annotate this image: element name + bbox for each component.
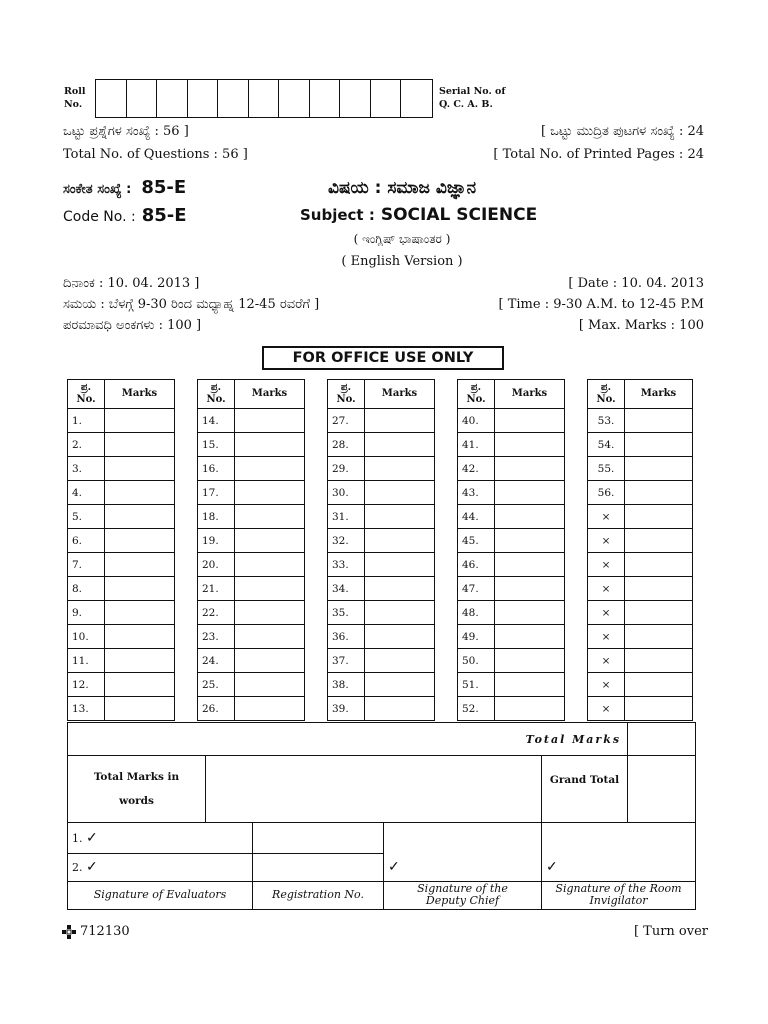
qno-header-kannada: ಪ್ರ. [80, 382, 92, 393]
column-gap [565, 457, 588, 481]
column-gap [305, 433, 328, 457]
marks-field[interactable] [625, 601, 693, 625]
questions-english: Total No. of Questions : 56 ] [63, 147, 248, 162]
questions-kannada: ಒಟ್ಟು ಪ್ರಶ್ನೆಗಳ ಸಂಖ್ಯೆ : 56 ] [63, 124, 189, 139]
roll-number-boxes [95, 79, 433, 118]
marks-field[interactable] [105, 553, 175, 577]
column-gap [565, 697, 588, 721]
question-number: 9. [68, 601, 105, 625]
question-number: 1. [68, 409, 105, 433]
code-english [63, 205, 187, 226]
marks-field[interactable] [365, 577, 435, 601]
column-gap [305, 529, 328, 553]
roll-label-line2: No. [64, 99, 83, 110]
column-gap [565, 601, 588, 625]
totals-table [67, 722, 696, 823]
marks-field[interactable] [365, 505, 435, 529]
question-number: 13. [68, 697, 105, 721]
question-number: 5. [68, 505, 105, 529]
date-kannada: ದಿನಾಂಕ : 10. 04. 2013 ] [63, 276, 200, 291]
check-icon: ✓ [388, 858, 400, 875]
question-number: 18. [198, 505, 235, 529]
question-number: 17. [198, 481, 235, 505]
marks-field[interactable] [235, 457, 305, 481]
marks-field[interactable] [105, 505, 175, 529]
qno-header [588, 380, 625, 409]
column-gap [175, 553, 198, 577]
question-number: × [588, 601, 625, 625]
column-gap [565, 553, 588, 577]
marks-field[interactable] [365, 409, 435, 433]
marks-field[interactable] [235, 409, 305, 433]
column-gap [435, 673, 458, 697]
question-number: × [588, 673, 625, 697]
total-words-line2: words [119, 795, 154, 807]
column-gap [305, 457, 328, 481]
marks-field[interactable] [495, 577, 565, 601]
subject-english-value: SOCIAL SCIENCE [380, 205, 538, 225]
roll-digit-box[interactable] [249, 80, 280, 117]
question-number: 50. [458, 649, 495, 673]
marks-field[interactable] [495, 601, 565, 625]
serial-no-label [439, 85, 505, 111]
marks-english: [ Max. Marks : 100 [578, 318, 704, 333]
marks-field[interactable] [625, 409, 693, 433]
column-gap [565, 433, 588, 457]
roll-digit-box[interactable] [218, 80, 249, 117]
footer-code [62, 924, 130, 939]
question-number: 38. [328, 673, 365, 697]
question-number: × [588, 529, 625, 553]
roll-digit-box[interactable] [371, 80, 402, 117]
subject-kannada: ವಿಷಯ : ಸಮಾಜ ವಿಜ್ಞಾನ [328, 178, 477, 198]
question-number: 29. [328, 457, 365, 481]
qno-header-english: No. [76, 394, 96, 405]
column-gap [305, 601, 328, 625]
registration-1-cell[interactable] [253, 823, 384, 853]
marks-header: Marks [365, 380, 435, 409]
marks-field[interactable] [625, 505, 693, 529]
column-gap [305, 625, 328, 649]
pages-kannada: [ ಒಟ್ಟು ಮುದ್ರಿತ ಪುಟಗಳ ಸಂಖ್ಯೆ : 24 [540, 124, 704, 139]
evaluator-1-cell[interactable] [68, 823, 253, 853]
marks-field[interactable] [235, 577, 305, 601]
code-english-value: 85-E [141, 205, 187, 226]
roll-digit-box[interactable] [401, 80, 432, 117]
marks-kannada: ಪರಮಾವಧಿ ಅಂಕಗಳು : 100 ] [63, 318, 202, 333]
marks-field[interactable] [625, 457, 693, 481]
marks-field[interactable] [625, 433, 693, 457]
marks-field[interactable] [495, 529, 565, 553]
column-gap [175, 481, 198, 505]
total-words-line1: Total Marks in [93, 771, 180, 783]
question-number: 47. [458, 577, 495, 601]
column-gap [305, 697, 328, 721]
evaluator-1-label: 1. [72, 831, 83, 845]
evaluators-signature-label: Signature of Evaluators [68, 881, 253, 909]
room-invigilator-label [542, 881, 696, 909]
marks-field[interactable] [625, 529, 693, 553]
question-number: 24. [198, 649, 235, 673]
roll-digit-box[interactable] [188, 80, 219, 117]
column-gap [175, 673, 198, 697]
column-gap [175, 380, 198, 409]
column-gap [565, 380, 588, 409]
total-marks-field[interactable] [628, 723, 696, 756]
roll-digit-box[interactable] [157, 80, 188, 117]
marks-field[interactable] [365, 601, 435, 625]
column-gap [305, 380, 328, 409]
marks-field[interactable] [105, 625, 175, 649]
column-gap [435, 577, 458, 601]
deputy-chief-line1: Signature of the [417, 882, 508, 895]
marks-field[interactable] [105, 673, 175, 697]
column-gap [175, 433, 198, 457]
check-icon: ✓ [86, 859, 98, 875]
table-row [68, 481, 693, 505]
code-english-label: Code No. : [63, 209, 136, 225]
question-number: 23. [198, 625, 235, 649]
marks-field[interactable] [365, 529, 435, 553]
question-number: 33. [328, 553, 365, 577]
question-number: 51. [458, 673, 495, 697]
marks-field[interactable] [495, 553, 565, 577]
marks-field[interactable] [365, 697, 435, 721]
qno-header [458, 380, 495, 409]
check-icon: ✓ [86, 829, 98, 846]
question-number: 3. [68, 457, 105, 481]
column-gap [435, 457, 458, 481]
question-number: 43. [458, 481, 495, 505]
column-gap [435, 433, 458, 457]
question-number: 53. [588, 409, 625, 433]
question-number: 35. [328, 601, 365, 625]
footer-code-text: 712130 [80, 924, 130, 939]
question-number: 42. [458, 457, 495, 481]
marks-field[interactable] [235, 481, 305, 505]
question-number: 11. [68, 649, 105, 673]
marks-field[interactable] [105, 433, 175, 457]
column-gap [305, 553, 328, 577]
total-marks-in-words-field[interactable] [206, 756, 542, 823]
marks-field[interactable] [365, 553, 435, 577]
question-number: 27. [328, 409, 365, 433]
marks-field[interactable] [105, 457, 175, 481]
serial-label-line2: Q. C. A. B. [439, 99, 493, 110]
question-number: 12. [68, 673, 105, 697]
column-gap [435, 553, 458, 577]
deputy-chief-label [384, 881, 542, 909]
grand-total-label: Grand Total [542, 756, 628, 823]
qno-header-english: No. [206, 394, 226, 405]
marks-field[interactable] [105, 601, 175, 625]
marks-field[interactable] [235, 697, 305, 721]
marks-field[interactable] [625, 577, 693, 601]
marks-field[interactable] [235, 625, 305, 649]
roll-label-line1: Roll [64, 86, 86, 97]
column-gap [175, 577, 198, 601]
question-number: 49. [458, 625, 495, 649]
question-number: 30. [328, 481, 365, 505]
marks-header: Marks [495, 380, 565, 409]
marks-field[interactable] [235, 649, 305, 673]
question-number: × [588, 553, 625, 577]
table-row [68, 529, 693, 553]
question-number: 19. [198, 529, 235, 553]
table-row [68, 409, 693, 433]
column-gap [565, 673, 588, 697]
column-gap [305, 481, 328, 505]
roll-digit-box[interactable] [310, 80, 341, 117]
table-row [68, 457, 693, 481]
marks-field[interactable] [495, 409, 565, 433]
question-number: 54. [588, 433, 625, 457]
table-row [68, 577, 693, 601]
question-number: 41. [458, 433, 495, 457]
deputy-chief-signature-cell[interactable] [384, 823, 542, 881]
question-number: 26. [198, 697, 235, 721]
marks-field[interactable] [495, 697, 565, 721]
column-gap [565, 625, 588, 649]
column-gap [305, 409, 328, 433]
question-number: 10. [68, 625, 105, 649]
roll-digit-box[interactable] [96, 80, 127, 117]
column-gap [175, 457, 198, 481]
marks-field[interactable] [365, 649, 435, 673]
marks-table [67, 379, 693, 721]
column-gap [305, 505, 328, 529]
marks-field[interactable] [235, 433, 305, 457]
column-gap [565, 505, 588, 529]
question-number: 21. [198, 577, 235, 601]
marks-field[interactable] [105, 649, 175, 673]
column-gap [565, 529, 588, 553]
marks-field[interactable] [105, 697, 175, 721]
marks-field[interactable] [105, 409, 175, 433]
question-number: 40. [458, 409, 495, 433]
question-number: 2. [68, 433, 105, 457]
version-english: ( English Version ) [341, 254, 463, 269]
marks-field[interactable] [235, 505, 305, 529]
marks-field[interactable] [625, 697, 693, 721]
room-invigilator-signature-cell[interactable] [542, 823, 696, 881]
grand-total-field[interactable] [628, 756, 696, 823]
registration-2-cell[interactable] [253, 853, 384, 881]
question-number: × [588, 505, 625, 529]
table-row [68, 625, 693, 649]
question-number: 31. [328, 505, 365, 529]
marks-field[interactable] [625, 625, 693, 649]
question-number: × [588, 625, 625, 649]
marks-field[interactable] [365, 457, 435, 481]
total-marks-in-words-label [68, 756, 206, 823]
time-english: [ Time : 9-30 A.M. to 12-45 P.M [498, 297, 704, 312]
qno-header-english: No. [336, 394, 356, 405]
column-gap [175, 505, 198, 529]
roll-digit-box[interactable] [340, 80, 371, 117]
qno-header [328, 380, 365, 409]
question-number: × [588, 577, 625, 601]
subject-english [300, 205, 537, 225]
marks-field[interactable] [495, 481, 565, 505]
table-row [68, 649, 693, 673]
marks-field[interactable] [235, 553, 305, 577]
question-number: 39. [328, 697, 365, 721]
marks-field[interactable] [235, 529, 305, 553]
column-gap [175, 601, 198, 625]
marks-field[interactable] [625, 481, 693, 505]
column-gap [435, 409, 458, 433]
marks-field[interactable] [625, 673, 693, 697]
question-number: 46. [458, 553, 495, 577]
question-number: 37. [328, 649, 365, 673]
column-gap [435, 529, 458, 553]
question-number: 45. [458, 529, 495, 553]
version-kannada: ( ಇಂಗ್ಲಿಷ್ ಭಾಷಾಂತರ ) [353, 232, 451, 246]
question-number: 22. [198, 601, 235, 625]
time-kannada: ಸಮಯ : ಬೆಳಗ್ಗೆ 9-30 ರಿಂದ ಮಧ್ಯಾಹ್ನ 12-45 ರವರೆಗೆ ] [63, 297, 320, 312]
marks-field[interactable] [495, 457, 565, 481]
pages-english: [ Total No. of Printed Pages : 24 [493, 147, 704, 162]
question-number: 6. [68, 529, 105, 553]
column-gap [435, 625, 458, 649]
qno-header-kannada: ಪ್ರ. [340, 382, 352, 393]
question-number: × [588, 697, 625, 721]
qno-header-kannada: ಪ್ರ. [600, 382, 612, 393]
question-number: 4. [68, 481, 105, 505]
table-row [68, 433, 693, 457]
marks-table-body [68, 380, 693, 721]
total-marks-label: Total Marks [68, 723, 628, 756]
marks-field[interactable] [365, 673, 435, 697]
question-number: 34. [328, 577, 365, 601]
column-gap [435, 505, 458, 529]
question-number: × [588, 649, 625, 673]
room-invigilator-line1: Signature of the Room [555, 882, 682, 895]
subject-english-label: Subject : [300, 206, 375, 224]
crosshair-mark-icon [62, 925, 76, 939]
table-row [68, 553, 693, 577]
column-gap [175, 409, 198, 433]
qno-header-english: No. [596, 394, 616, 405]
qno-header-english: No. [466, 394, 486, 405]
question-number: 14. [198, 409, 235, 433]
column-gap [565, 409, 588, 433]
question-number: 16. [198, 457, 235, 481]
registration-label: Registration No. [253, 881, 384, 909]
qno-header-kannada: ಪ್ರ. [210, 382, 222, 393]
code-kannada-value: 85-E [141, 177, 187, 198]
column-gap [435, 481, 458, 505]
column-gap [435, 380, 458, 409]
question-number: 7. [68, 553, 105, 577]
totals-and-signatures [67, 722, 695, 910]
qno-header-kannada: ಪ್ರ. [470, 382, 482, 393]
marks-field[interactable] [495, 505, 565, 529]
signature-table [67, 823, 696, 910]
column-gap [435, 601, 458, 625]
column-gap [435, 697, 458, 721]
office-use-heading: FOR OFFICE USE ONLY [262, 346, 504, 370]
table-row [68, 601, 693, 625]
marks-field[interactable] [365, 433, 435, 457]
marks-field[interactable] [105, 481, 175, 505]
marks-field[interactable] [105, 577, 175, 601]
marks-field[interactable] [495, 625, 565, 649]
table-row [68, 673, 693, 697]
question-number: 25. [198, 673, 235, 697]
marks-field[interactable] [235, 601, 305, 625]
marks-field[interactable] [365, 481, 435, 505]
column-gap [565, 577, 588, 601]
question-number: 20. [198, 553, 235, 577]
question-number: 52. [458, 697, 495, 721]
deputy-chief-line2: Deputy Chief [425, 894, 500, 907]
table-row [68, 697, 693, 721]
serial-label-line1: Serial No. of [439, 86, 506, 97]
marks-field[interactable] [365, 625, 435, 649]
roll-digit-box[interactable] [279, 80, 310, 117]
marks-field[interactable] [495, 673, 565, 697]
marks-field[interactable] [625, 649, 693, 673]
column-gap [305, 577, 328, 601]
question-number: 8. [68, 577, 105, 601]
code-kannada-label: ಸಂಕೇತ ಸಂಖ್ಯೆ : [63, 182, 132, 197]
column-gap [175, 529, 198, 553]
qno-header [68, 380, 105, 409]
question-number: 44. [458, 505, 495, 529]
turn-over-label: [ Turn over [633, 924, 708, 939]
column-gap [175, 625, 198, 649]
marks-header: Marks [625, 380, 693, 409]
column-gap [435, 649, 458, 673]
marks-field[interactable] [235, 673, 305, 697]
question-number: 56. [588, 481, 625, 505]
code-kannada [63, 177, 186, 198]
date-english: [ Date : 10. 04. 2013 [568, 276, 704, 291]
room-invigilator-line2: Invigilator [589, 894, 648, 907]
column-gap [175, 649, 198, 673]
table-row [68, 505, 693, 529]
question-number: 15. [198, 433, 235, 457]
marks-header: Marks [105, 380, 175, 409]
question-number: 36. [328, 625, 365, 649]
marks-field[interactable] [625, 553, 693, 577]
question-number: 28. [328, 433, 365, 457]
evaluator-2-cell[interactable] [68, 853, 253, 881]
question-number: 48. [458, 601, 495, 625]
marks-field[interactable] [495, 433, 565, 457]
marks-field[interactable] [495, 649, 565, 673]
qno-header [198, 380, 235, 409]
question-number: 32. [328, 529, 365, 553]
question-number: 55. [588, 457, 625, 481]
evaluator-2-label: 2. [72, 861, 83, 874]
roll-no-label [64, 85, 85, 111]
roll-digit-box[interactable] [127, 80, 158, 117]
column-gap [565, 481, 588, 505]
marks-field[interactable] [105, 529, 175, 553]
marks-header: Marks [235, 380, 305, 409]
column-gap [305, 649, 328, 673]
column-gap [175, 697, 198, 721]
check-icon: ✓ [546, 858, 558, 875]
column-gap [565, 649, 588, 673]
column-gap [305, 673, 328, 697]
